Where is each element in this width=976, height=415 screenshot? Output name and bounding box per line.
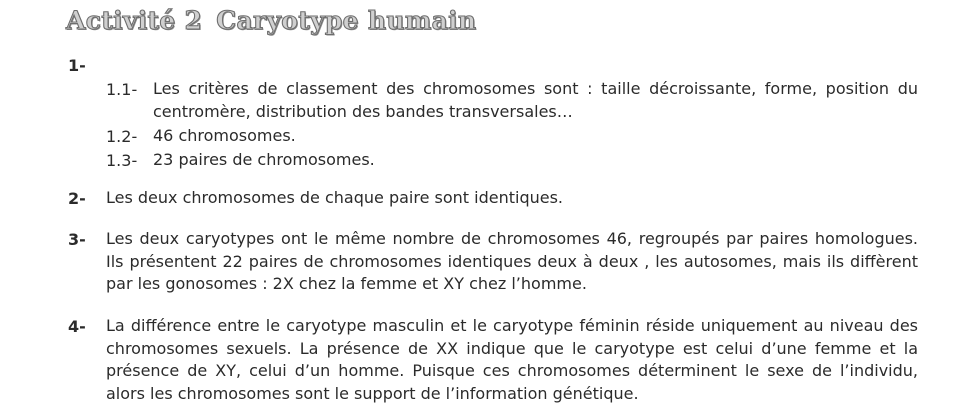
item-number-2: 2- bbox=[68, 189, 86, 208]
item-text-3: Les deux caryotypes ont le même nombre de chromosomes 46, regroupés par paires homologues. Ils présentent 22 paires de chromosomes identiques deux à deux , les autosomes, mais ils diffèrent par les gonosomes : 2X chez la femme et XY chez l’homme. bbox=[106, 229, 918, 293]
subitem-text-1-2: 46 chromosomes. bbox=[153, 126, 296, 145]
item-number-3: 3- bbox=[68, 230, 86, 249]
page-title bbox=[66, 6, 476, 35]
subitem-text-1-1: Les critères de classement des chromosomes sont : taille décroissante, forme, position du centromère, distribution des bandes transversales… bbox=[153, 79, 918, 121]
subitem-number-1-3: 1.3- bbox=[106, 151, 138, 170]
subitem-number-1-1: 1.1- bbox=[106, 80, 138, 99]
item-number-1: 1- bbox=[68, 56, 86, 75]
item-text-4: La différence entre le caryotype masculin et le caryotype féminin réside uniquement au niveau des chromosomes sexuels. La présence de XX indique que le caryotype est celui d’une femme et la présence de XY, celui d’un homme. Puisque ces chromosomes déterminent le sexe de l’individu, alors les chromosomes sont le support de l’information génétique. bbox=[106, 316, 918, 403]
item-text-2: Les deux chromosomes de chaque paire sont identiques. bbox=[106, 188, 564, 207]
activity-label: Activité 2 bbox=[66, 6, 203, 35]
item-number-4: 4- bbox=[68, 317, 86, 336]
subitem-text-1-3: 23 paires de chromosomes. bbox=[153, 150, 375, 169]
subitem-number-1-2: 1.2- bbox=[106, 127, 138, 146]
activity-subject: Caryotype humain bbox=[216, 6, 477, 35]
